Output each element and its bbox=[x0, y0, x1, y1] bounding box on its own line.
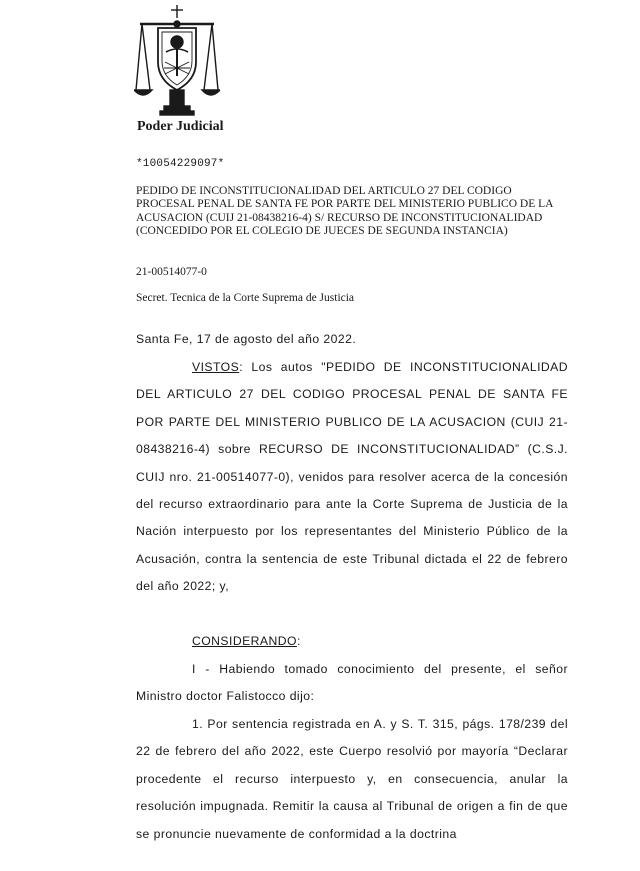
considerando-heading bbox=[136, 628, 568, 655]
case-number: 21-00514077-0 bbox=[136, 266, 207, 278]
date-line: Santa Fe, 17 de agosto del año 2022. bbox=[136, 332, 357, 346]
organization-name: Poder Judicial bbox=[137, 119, 224, 134]
vistos-label: VISTOS bbox=[192, 360, 240, 374]
secretariat-line: Secret. Tecnica de la Corte Suprema de Justicia bbox=[136, 292, 355, 304]
scales-of-justice-seal-icon bbox=[134, 4, 220, 116]
considerando-suffix: : bbox=[296, 634, 301, 648]
case-caption: PEDIDO DE INCONSTITUCIONALIDAD DEL ARTICULO 27 DEL CODIGO PROCESAL PENAL DE SANTA FE POR PARTE DEL MINISTERIO PUBLICO DE LA ACUSACION (CUIJ 21-08438216-4) S/ RECURSO DE INCONSTITUCIONALIDAD (CONCEDIDO POR EL COLEGIO DE JUECES DE SEGUNDA INSTANCIA) bbox=[136, 185, 553, 237]
paragraph-first-point: 1. Por sentencia registrada en A. y S. T. 315, págs. 178/239 del 22 de febrero del año 2022, este Cuerpo resolvió por mayoría “Declarar procedente el recurso interpuesto y, en consecuencia, anular la resolución impugnada. Remitir la causa al Tribunal de origen a fin de que se pronuncie nuevamente de conformidad a la doctrina bbox=[136, 717, 568, 841]
barcode-number: *10054229097* bbox=[136, 158, 225, 170]
paragraph-intro: I - Habiendo tomado conocimiento del presente, el señor Ministro doctor Falistocco dijo: bbox=[136, 662, 568, 704]
vistos-text: : Los autos "PEDIDO DE INCONSTITUCIONALIDAD DEL ARTICULO 27 DEL CODIGO PROCESAL PENAL DE SANTA FE POR PARTE DEL MINISTERIO PUBLICO DE LA ACUSACION (CUIJ 21-08438216-4) sobre RECURSO DE INCONSTITUCIONALIDAD” (C.S.J. CUIJ nro. 21-00514077-0), venidos para resolver acerca de la concesión del recurso extraordinario para ante la Corte Suprema de Justicia de la Nación interpuesto por los representantes del Ministerio Público de la Acusación, contra la sentencia de este Tribunal dictada el 22 de febrero del año 2022; y, bbox=[136, 360, 568, 594]
vistos-paragraph bbox=[136, 354, 568, 601]
considerando-label: CONSIDERANDO bbox=[192, 634, 297, 648]
